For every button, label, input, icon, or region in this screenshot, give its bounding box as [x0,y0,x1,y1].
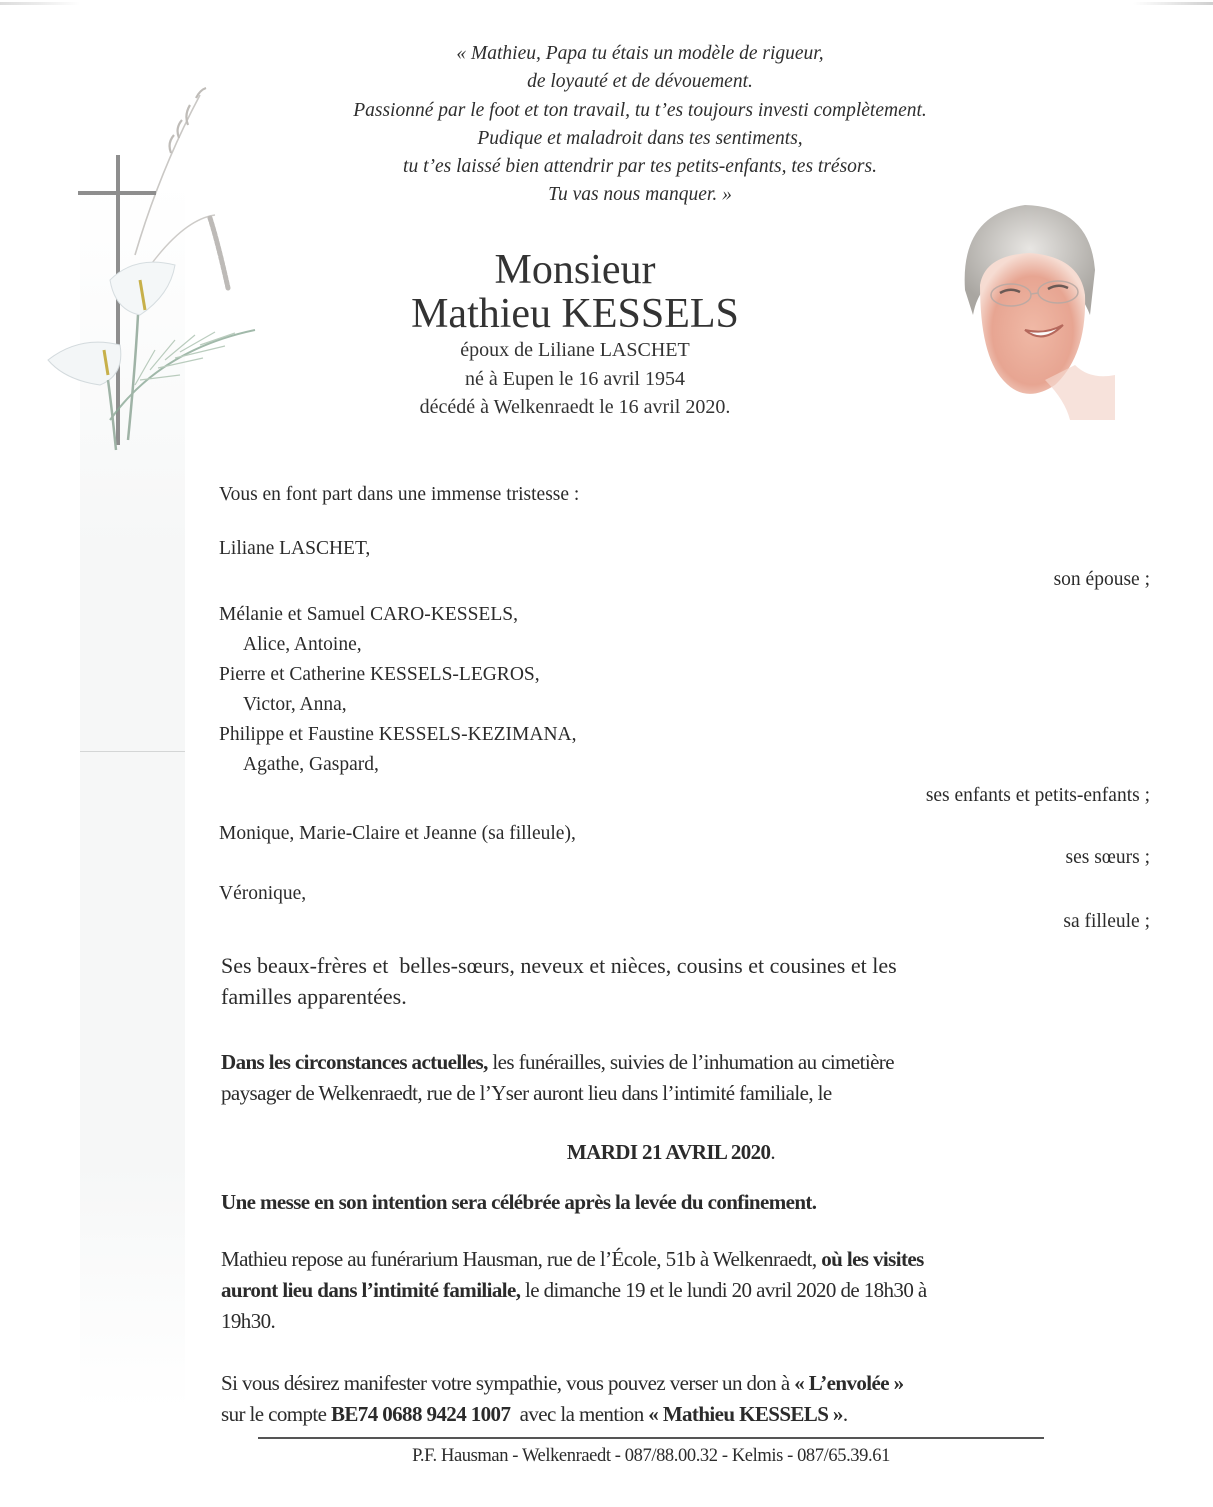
visits-text: le dimanche 19 et le lundi 20 avril 2020 de 18h30 à [520,1278,927,1302]
donation-charity: « L’envolée » [794,1371,904,1395]
family-member: Monique, Marie-Claire et Jeanne (sa filleule), [219,823,576,844]
family-member: Philippe et Faustine KESSELS-KEZIMANA, [219,724,577,745]
cross-lily-decoration-icon [40,80,270,480]
funeral-date [221,1137,1121,1168]
visits-text: Mathieu repose au funérarium Hausman, rue de l’École, 51b à Welkenraedt, [221,1247,822,1271]
extended-family-line: familles apparentées. [221,984,407,1009]
funeral-home-footer: P.F. Hausman - Welkenraedt - 087/88.00.32 - Kelmis - 087/65.39.61 [412,1446,890,1466]
family-relation: son épouse ; [1053,569,1150,590]
family-member: Agathe, Gaspard, [243,754,379,775]
family-relation: sa filleule ; [1063,911,1150,932]
family-member: Pierre et Catherine KESSELS-LEGROS, [219,664,540,685]
scan-edge-shadow [1133,2,1213,5]
donation-details [221,1368,1161,1430]
birth-line: né à Eupen le 16 avril 1954 [465,367,685,390]
side-fold-line [80,751,185,752]
footer-divider [258,1437,1044,1439]
deceased-name: Mathieu KESSELS [411,291,739,337]
mass-notice [221,1187,1161,1218]
scan-edge-shadow [0,2,80,5]
family-member: Victor, Anna, [243,694,347,715]
quote-line: de loyauté et de dévouement. [527,71,753,93]
donation-text: . [842,1402,848,1426]
death-line: décédé à Welkenraedt le 16 avril 2020. [419,396,731,419]
mass-notice-text: Une messe en son intention sera célébrée après la levée du confinement. [221,1190,817,1214]
funeral-text: paysager de Welkenraedt, rue de l’Yser auront lieu dans l’intimité familiale, le [221,1081,832,1105]
family-relation: ses enfants et petits-enfants ; [925,785,1150,806]
extended-family-line: Ses beaux-frères et belles-sœurs, neveux et nièces, cousins et cousines et les [221,953,897,978]
donation-mention: « Mathieu KESSELS » [648,1402,843,1426]
deceased-header [340,248,810,422]
visits-bold: où les visites [821,1247,924,1271]
family-member: Véronique, [219,883,307,904]
family-relation: ses sœurs ; [1065,847,1150,868]
quote-line: Passionné par le foot et ton travail, tu t’es toujours investi complètement. [353,99,927,121]
extended-family [221,950,1161,1012]
announcement-intro: Vous en font part dans une immense tristesse : [219,484,580,505]
spouse-line: époux de Liliane LASCHET [460,339,690,361]
wheat-stalks [135,88,228,288]
family-member: Alice, Antoine, [243,634,362,655]
quote-line: Tu vas nous manquer. » [548,184,732,206]
donation-account-number: BE74 0688 9424 1007 [330,1402,511,1426]
donation-text: avec la mention [510,1402,649,1426]
funeral-text: les funérailles, suivies de l’inhumation au cimetière [487,1050,894,1074]
visits-text: 19h30. [221,1309,276,1333]
funeral-details [221,1047,1161,1109]
quote-line: « Mathieu, Papa tu étais un modèle de rigueur, [456,43,824,64]
family-member: Liliane LASCHET, [219,538,371,559]
family-member: Mélanie et Samuel CARO-KESSELS, [219,604,518,625]
funeral-date-suffix: . [770,1140,776,1164]
honorific: Monsieur [494,247,656,293]
donation-text: Si vous désirez manifester votre sympathie, vous pouvez verser un don à [221,1371,795,1395]
portrait-photo [925,195,1115,420]
lily-lower [48,342,121,450]
donation-text: sur le compte [221,1402,331,1426]
epitaph-quote [300,40,980,210]
visits-details [221,1244,1161,1337]
funeral-lead: Dans les circonstances actuelles, [221,1050,488,1074]
visits-bold: auront lieu dans l’intimité familiale, [221,1278,521,1302]
quote-line: Pudique et maladroit dans tes sentiments, [477,127,803,149]
quote-line: tu t’es laissé bien attendrir par tes petits-enfants, tes trésors. [403,156,877,178]
funeral-date-value: MARDI 21 AVRIL 2020 [566,1140,771,1164]
